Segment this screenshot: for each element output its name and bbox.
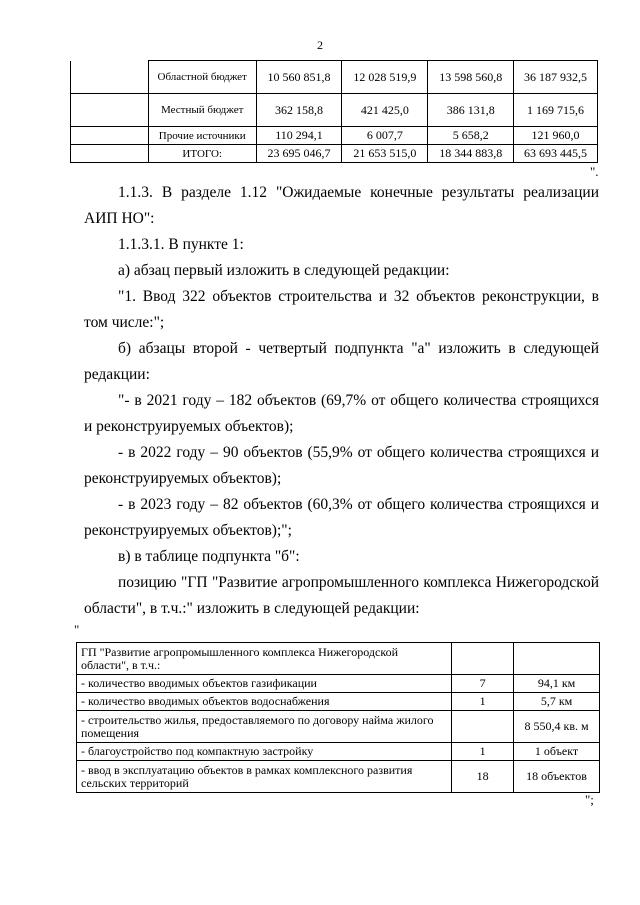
value-cell: 6 007,7 [342,127,428,145]
paragraph: б) абзацы второй - четвертый подпункта "а" изложить в следующей редакции: [84,340,599,383]
table-row [77,761,600,793]
paragraph: а) абзац первый изложить в следующей редакции: [118,262,450,279]
table-row [77,711,600,743]
value-cell [514,643,600,675]
table-row [71,94,598,127]
source-cell: Прочие источники [148,127,256,145]
value-cell: 8 550,4 кв. м [514,711,600,743]
paragraph: "- в 2021 году – 182 объектов (69,7% от общего количества строящихся и реконструируемых объектов); [84,392,599,435]
table-row [71,61,598,94]
opening-quote: " [74,622,80,637]
value-cell: 63 693 445,5 [514,145,598,163]
value-cell: 386 131,8 [428,94,514,127]
value-cell: 13 598 560,8 [428,61,514,94]
count-cell: 18 [452,761,514,793]
blank-cell [71,127,149,145]
paragraph: 1.1.3. В разделе 1.12 "Ожидаемые конечные результаты реализации АИП НО": [84,184,599,227]
table-row [77,643,600,675]
table-row [71,127,598,145]
value-cell: 10 560 851,8 [256,61,342,94]
value-cell: 94,1 км [514,675,600,693]
source-cell: ИТОГО: [148,145,256,163]
paragraph: позицию "ГП "Развитие агропромышленного комплекса Нижегородской области", в т.ч.:" изложить в следующей редакции: [84,574,599,617]
value-cell: 121 960,0 [514,127,598,145]
blank-cell [71,145,149,163]
page-number: 2 [317,38,323,52]
value-cell: 5 658,2 [428,127,514,145]
value-cell: 23 695 046,7 [256,145,342,163]
paragraph: "1. Ввод 322 объектов строительства и 32 объектов реконструкции, в том числе:"; [84,288,599,331]
value-cell: 5,7 км [514,693,600,711]
value-cell: 362 158,8 [256,94,342,127]
closing-quote: ". [590,164,599,179]
closing-quote: "; [585,792,594,807]
value-cell: 110 294,1 [256,127,342,145]
table-row [71,145,598,163]
label-cell: - ввод в эксплуатацию объектов в рамках комплексного развития сельских территорий [77,761,452,793]
source-cell: Областной бюджет [148,61,256,94]
blank-cell [71,94,149,127]
count-cell: 7 [452,675,514,693]
value-cell: 18 объектов [514,761,600,793]
paragraph: - в 2022 году – 90 объектов (55,9% от общего количества строящихся и реконструируемых объектов); [84,444,599,487]
value-cell: 18 344 883,8 [428,145,514,163]
value-cell: 12 028 519,9 [342,61,428,94]
value-cell: 36 187 932,5 [514,61,598,94]
results-table [76,642,600,793]
count-cell: 1 [452,743,514,761]
paragraph: - в 2023 году – 82 объектов (60,3% от общего количества строящихся и реконструируемых объектов);"; [84,496,599,539]
label-cell: - строительство жилья, предоставляемого по договору найма жилого помещения [77,711,452,743]
table-row [77,693,600,711]
value-cell: 21 653 515,0 [342,145,428,163]
label-cell: ГП "Развитие агропромышленного комплекса Нижегородской области", в т.ч.: [77,643,452,675]
label-cell: - благоустройство под компактную застройку [77,743,452,761]
blank-cell [71,61,149,94]
table-row [77,743,600,761]
count-cell [452,711,514,743]
label-cell: - количество вводимых объектов газификации [77,675,452,693]
table-row [77,675,600,693]
body-text [84,180,599,622]
count-cell [452,643,514,675]
source-cell: Местный бюджет [148,94,256,127]
count-cell: 1 [452,693,514,711]
value-cell: 421 425,0 [342,94,428,127]
paragraph: в) в таблице подпункта "б": [118,548,300,565]
label-cell: - количество вводимых объектов водоснабжения [77,693,452,711]
budget-table [70,60,598,163]
value-cell: 1 169 715,6 [514,94,598,127]
paragraph: 1.1.3.1. В пункте 1: [118,236,244,253]
value-cell: 1 объект [514,743,600,761]
